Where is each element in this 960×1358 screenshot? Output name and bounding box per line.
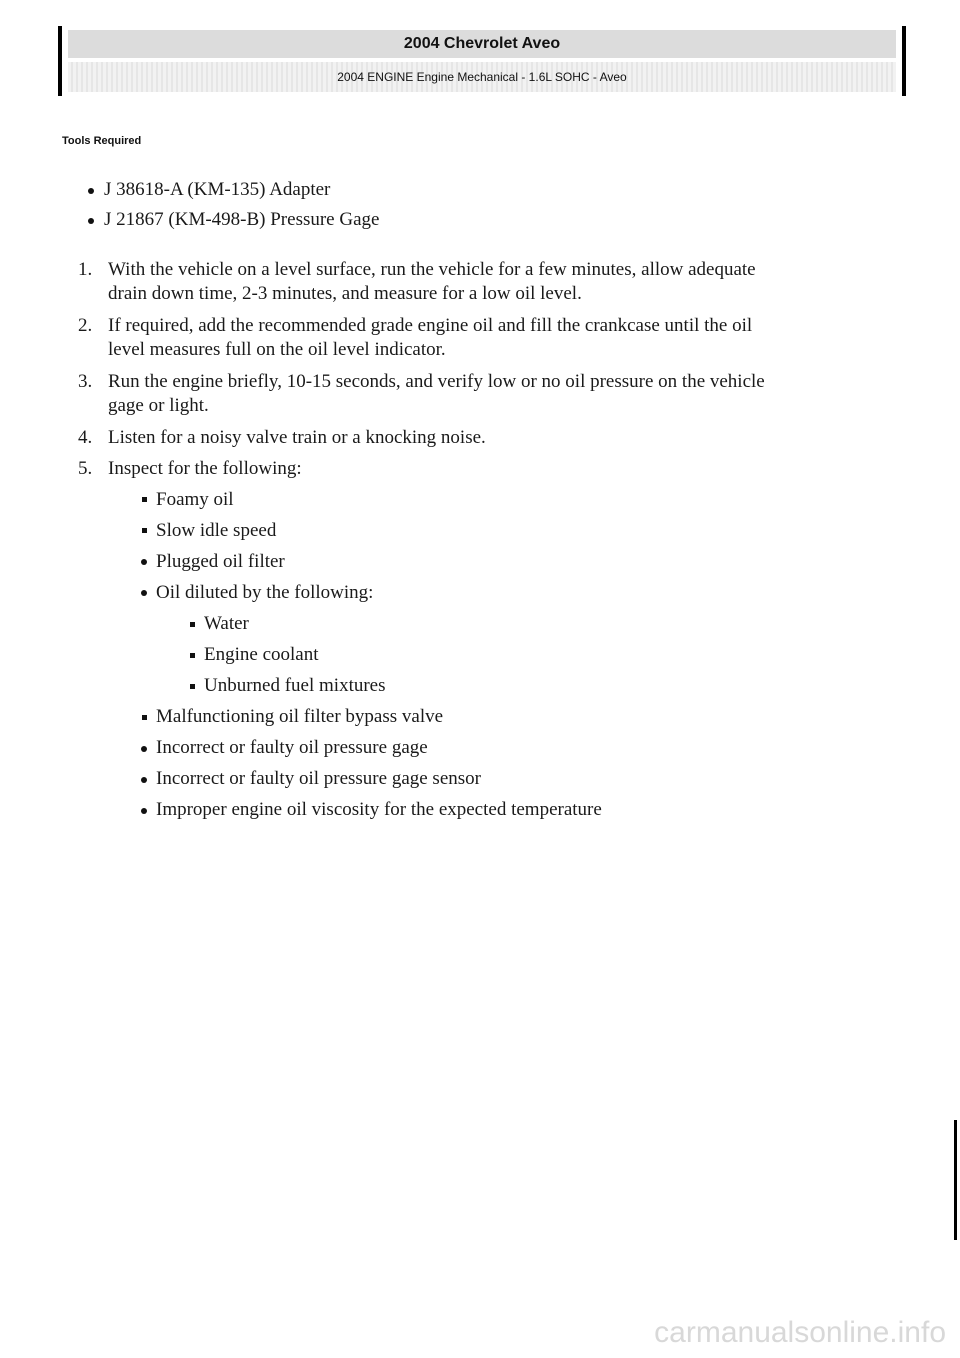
bullet-icon [88, 188, 94, 194]
square-bullet-icon [190, 653, 195, 658]
step-text: drain down time, 2-3 minutes, and measure for a low oil level. [108, 283, 582, 304]
inspect-item: Malfunctioning oil filter bypass valve [156, 706, 444, 727]
tool-item: J 21867 (KM-498-B) Pressure Gage [104, 209, 380, 230]
diluted-item: Water [204, 613, 249, 634]
step-number: 3. [78, 371, 93, 392]
bullet-icon [141, 590, 147, 596]
square-bullet-icon [142, 528, 147, 533]
page-edge-rule [954, 1120, 957, 1240]
inspect-item: Oil diluted by the following: [156, 582, 374, 603]
inspect-item: Slow idle speed [156, 520, 277, 541]
document-subtitle: 2004 ENGINE Engine Mechanical - 1.6L SOHC - Aveo [68, 62, 896, 92]
tool-item: J 38618-A (KM-135) Adapter [104, 179, 331, 200]
document-title: 2004 Chevrolet Aveo [68, 30, 896, 58]
bullet-icon [88, 218, 94, 224]
inspect-item: Plugged oil filter [156, 551, 285, 572]
step-text: With the vehicle on a level surface, run the vehicle for a few minutes, allow adequate [108, 259, 756, 280]
square-bullet-icon [142, 497, 147, 502]
bullet-icon [141, 746, 147, 752]
step-text: Listen for a noisy valve train or a knocking noise. [108, 427, 486, 448]
watermark: carmanualsonline.info [654, 1316, 946, 1349]
bullet-icon [141, 559, 147, 565]
step-text: If required, add the recommended grade engine oil and fill the crankcase until the oil [108, 315, 753, 336]
inspect-item: Incorrect or faulty oil pressure gage [156, 737, 428, 758]
step-text: gage or light. [108, 395, 209, 416]
bullet-icon [141, 808, 147, 814]
square-bullet-icon [142, 715, 147, 720]
inspect-item: Incorrect or faulty oil pressure gage sensor [156, 768, 481, 789]
bullet-icon [141, 777, 147, 783]
square-bullet-icon [190, 622, 195, 627]
inspect-item: Improper engine oil viscosity for the expected temperature [156, 799, 602, 820]
step-number: 4. [78, 427, 93, 448]
diluted-item: Engine coolant [204, 644, 319, 665]
step-number: 2. [78, 315, 93, 336]
document-header [58, 26, 906, 96]
step-text: Run the engine briefly, 10-15 seconds, and verify low or no oil pressure on the vehicle [108, 371, 765, 392]
tools-required-heading: Tools Required [62, 135, 142, 147]
step-number: 1. [78, 259, 93, 280]
inspect-item: Foamy oil [156, 489, 234, 510]
step-number: 5. [78, 458, 93, 479]
square-bullet-icon [190, 684, 195, 689]
step-text: level measures full on the oil level indicator. [108, 339, 446, 360]
diluted-item: Unburned fuel mixtures [204, 675, 386, 696]
step-text: Inspect for the following: [108, 458, 302, 479]
